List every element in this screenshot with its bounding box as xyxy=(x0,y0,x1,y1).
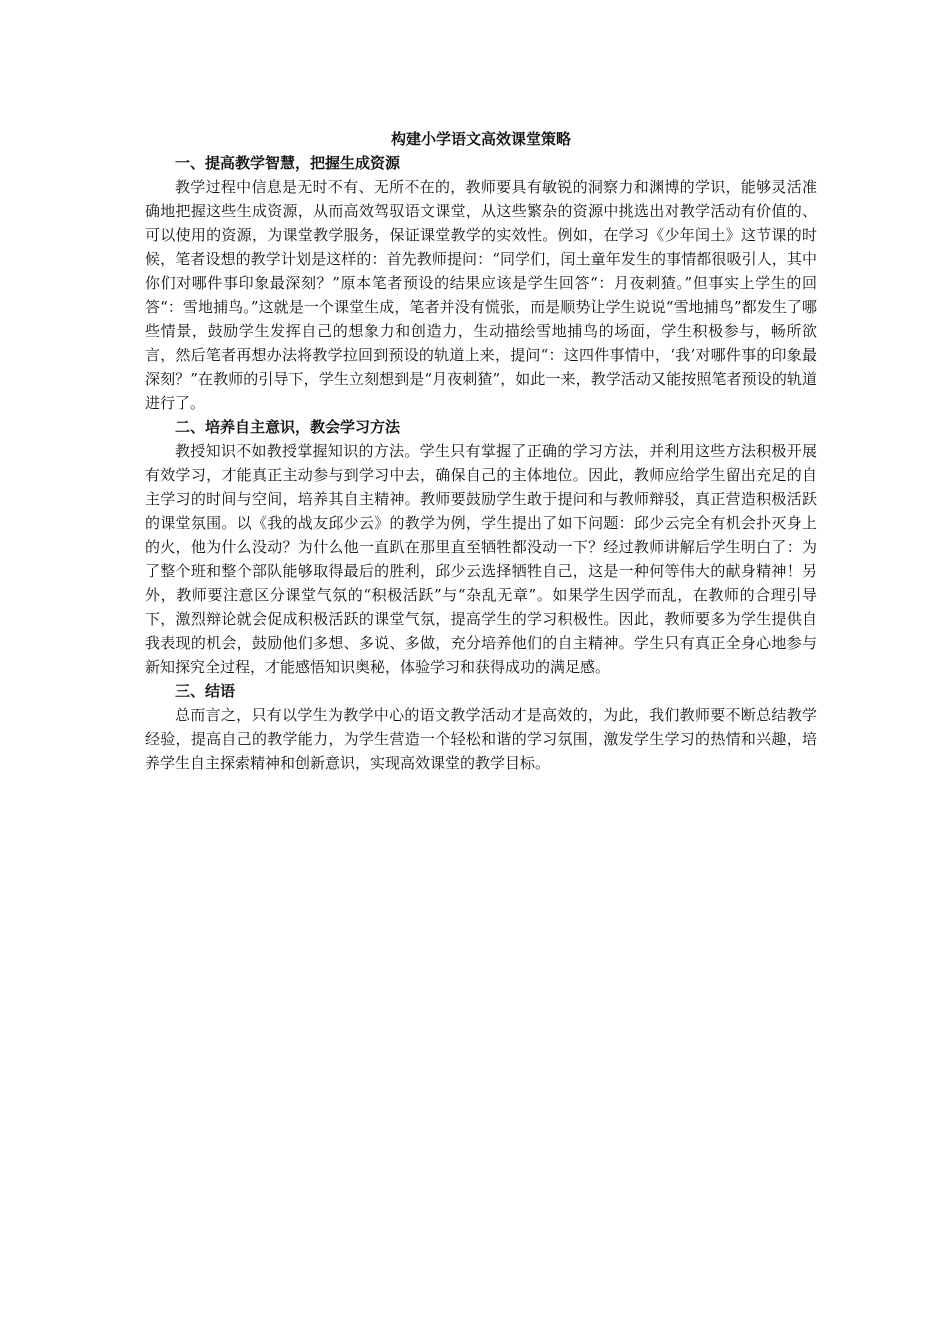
section-heading-3: 三、结语 xyxy=(175,682,236,700)
section-paragraph-3: 总而言之，只有以学生为教学中心的语文教学活动才是高效的，为此，我们教师要不断总结教学经验，提高自己的教学能力，为学生营造一个轻松和谐的学习氛围，激发学生学习的热情和兴趣，培养学生自主探索精神和创新意识，实现高效课堂的教学目标。 xyxy=(145,706,817,772)
section-heading-1: 一、提高教学智慧，把握生成资源 xyxy=(175,154,401,172)
document-page xyxy=(145,127,817,775)
section-paragraph-2: 教授知识不如教授掌握知识的方法。学生只有掌握了正确的学习方法，并利用这些方法积极开展有效学习，才能真正主动参与到学习中去，确保自己的主体地位。因此，教师应给学生留出充足的自主学习的时间与空间，培养其自主精神。教师要鼓励学生敢于提问和与教师辩驳，真正营造积极活跃的课堂氛围。以《我的战友邱少云》的教学为例，学生提出了如下问题：邱少云完全有机会扑灭身上的火，他为什么没动？为什么他一直趴在那里直至牺牲都没动一下？经过教师讲解后学生明白了：为了整个班和整个部队能够取得最后的胜利，邱少云选择牺牲自己，这是一种何等伟大的献身精神！另外，教师要注意区分课堂气氛的“积极活跃”与“杂乱无章”。如果学生因学而乱，在教师的合理引导下，激烈辩论就会促成积极活跃的课堂气氛，提高学生的学习积极性。因此，教师要多为学生提供自我表现的机会，鼓励他们多想、多说、多做，充分培养他们的自主精神。学生只有真正全身心地参与新知探究全过程，才能感悟知识奥秘，体验学习和获得成功的满足感。 xyxy=(145,442,817,676)
section-paragraph-1: 教学过程中信息是无时不有、无所不在的，教师要具有敏锐的洞察力和渊博的学识，能够灵活准确地把握这些生成资源，从而高效驾驭语文课堂，从这些繁杂的资源中挑选出对教学活动有价值的、可以使用的资源，为课堂教学服务，保证课堂教学的实效性。例如，在学习《少年闰土》这节课的时候，笔者设想的教学计划是这样的：首先教师提问：“同学们，闰土童年发生的事情都很吸引人，其中你们对哪件事印象最深刻？”原本笔者预设的结果应该是学生回答“：月夜刺猹。”但事实上学生的回答“：雪地捕鸟。”这就是一个课堂生成，笔者并没有慌张，而是顺势让学生说说“雪地捕鸟”都发生了哪些情景，鼓励学生发挥自己的想象力和创造力，生动描绘雪地捕鸟的场面，学生积极参与，畅所欲言，然后笔者再想办法将教学拉回到预设的轨道上来，提问“：这四件事情中，‘我’对哪件事的印象最深刻？”在教师的引导下，学生立刻想到是“月夜刺猹”，如此一来，教学活动又能按照笔者预设的轨道进行了。 xyxy=(145,178,817,412)
document-title: 构建小学语文高效课堂策略 xyxy=(390,130,571,148)
section-heading-2: 二、培养自主意识，教会学习方法 xyxy=(175,418,401,436)
